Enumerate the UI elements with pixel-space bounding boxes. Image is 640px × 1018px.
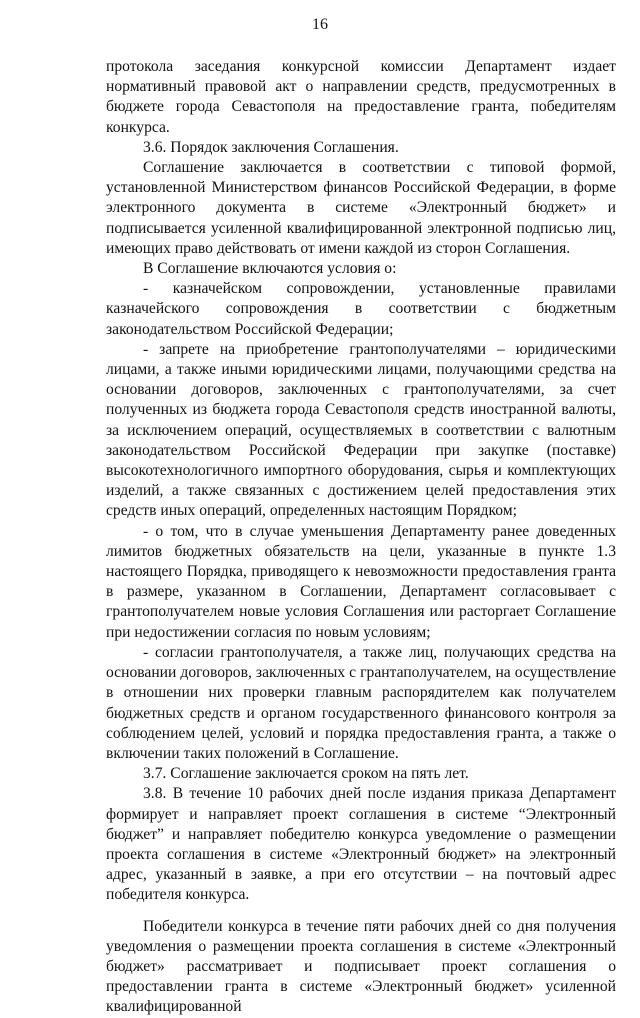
list-item-currency-prohibition: - запрете на приобретение грантополучателями – юридическими лицами, а также иными юридическими лицами, получающими средства на основании договоров, заключенных с грантополучателями, за счет полученных из бюджета города Севастополя средств иностранной валюты, за исключением операций, осуществляемых в соответствии с валютным законодательством Российской Федерации при закупке (поставке) высокотехнологичного импортного оборудования, сырья и комплектующих изделий, а также связанных с достижением целей предоставления этих средств иных операций, определенных настоящим Порядком;	[106, 340, 616, 520]
document-body	[106, 57, 616, 1018]
paragraph-agreement-form: Соглашение заключается в соответствии с типовой формой, установленной Министерством финансов Российской Федерации, в форме электронного документа в системе «Электронный бюджет» и подписывается усиленной квалифицированной электронной подписью лиц, имеющих право действовать от имени каждой из сторон Соглашения.	[106, 159, 616, 257]
paragraph-winners-signing: Победители конкурса в течение пяти рабочих дней со дня получения уведомления о размещении проекта соглашения в системе «Электронный бюджет» рассматривает и подписывает проект соглашения о предоставлении гранта в системе «Электронный бюджет» усиленной квалифицированной	[106, 917, 616, 1016]
list-item-limit-reduction: - о том, что в случае уменьшения Департаменту ранее доведенных лимитов бюджетных обязательств на цели, указанные в пункте 1.3 настоящего Порядка, приводящего к невозможности предоставления гранта в размере, указанном в Соглашении, Департамент согласовывает с грантополучателем новые условия Соглашения или расторгает Соглашение при недостижении согласия по новым условиям;	[106, 522, 616, 641]
section-3-7: 3.7. Соглашение заключается сроком на пять лет.	[143, 765, 469, 783]
section-heading-3-6: 3.6. Порядок заключения Соглашения.	[143, 138, 399, 156]
paragraph-conditions-intro: В Соглашение включаются условия о:	[143, 260, 397, 278]
page-number: 16	[312, 16, 328, 33]
list-item-treasury-support: - казначейском сопровождении, установленные правилами казначейского сопровождения в соответствии с бюджетным законодательством Российской Федерации;	[106, 280, 616, 338]
section-3-8: 3.8. В течение 10 рабочих дней после издания приказа Департамент формирует и направляет проект соглашения в системе “Электронный бюджет” и направляет победителю конкурса уведомление о размещении проекта соглашения в системе «Электронный бюджет» на электронный адрес, указанный в заявке, а при его отсутствии – на почтовый адрес победителя конкурса.	[106, 785, 616, 904]
list-item-inspection-consent: - согласии грантополучателя, а также лиц, получающих средства на основании договоров, заключенных с грантаполучателем, на осуществление в отношении них проверки главным распорядителем как получателем бюджетных средств и органом государственного финансового контроля за соблюдением целей, условий и порядка предоставления гранта, а также о включении таких положений в Соглашение.	[106, 643, 616, 762]
paragraph-continuation: протокола заседания конкурсной комиссии Департамент издает нормативный правовой акт о направлении средств, предусмотренных в бюджете города Севастополя на предоставление гранта, победителям конкурса.	[106, 58, 616, 136]
